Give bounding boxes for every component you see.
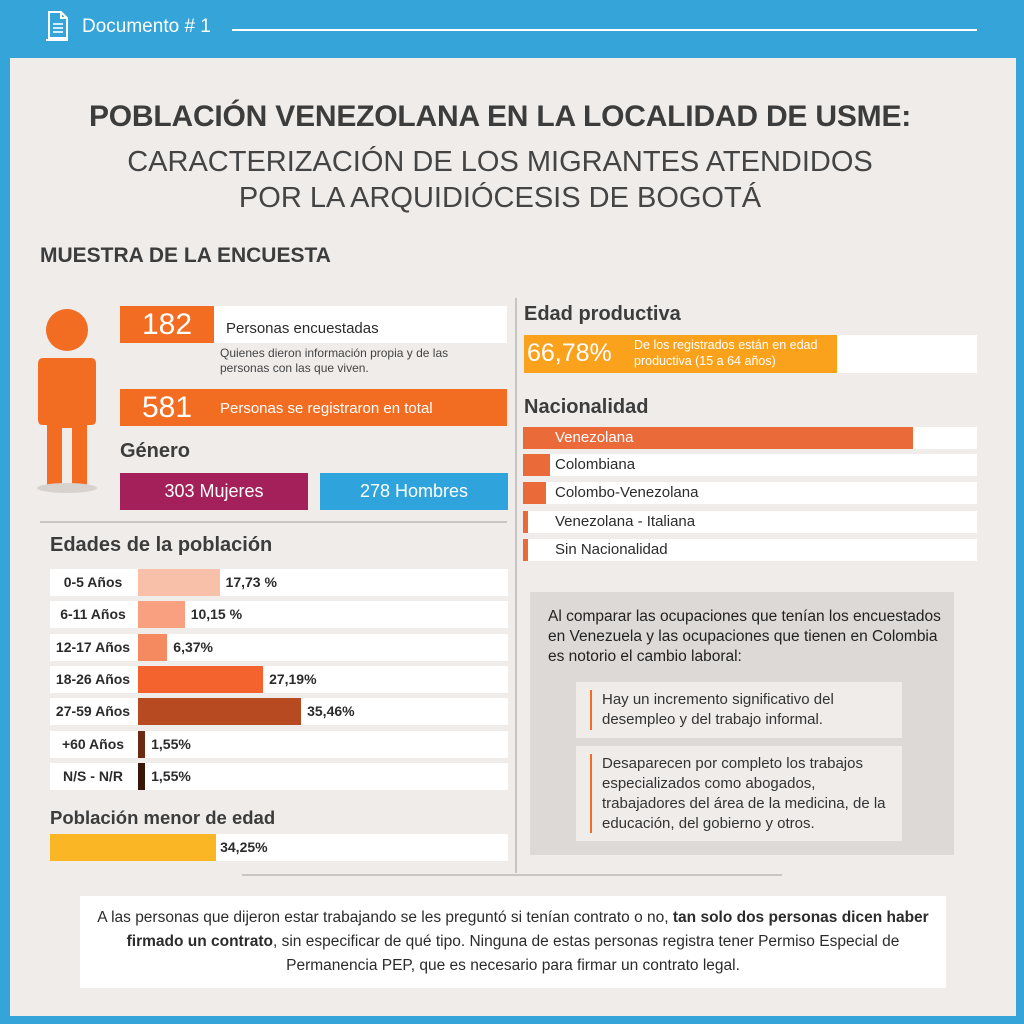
age-bar — [138, 698, 301, 725]
contract-note-part2: , sin especificar de qué tipo. Ninguna de estas personas registra tener Permiso Especial de Permanencia PEP, que es necesario para firmar un contrato legal. — [273, 933, 900, 974]
point-1-accent — [590, 690, 592, 730]
age-tick-label: 18-26 Años — [55, 670, 131, 687]
nationality-label: Colombo-Venezolana — [555, 484, 699, 501]
age-tick-label: +60 Años — [61, 735, 125, 752]
point-1-text: Hay un incremento significativo del desempleo y del trabajo informal. — [602, 691, 834, 728]
subtitle-line-1: CARACTERIZACIÓN DE LOS MIGRANTES ATENDIDOS — [127, 146, 873, 178]
age-value-label: 35,46% — [307, 703, 355, 720]
nationality-bar — [523, 482, 546, 504]
nationality-label: Venezolana - Italiana — [555, 513, 696, 530]
minors-value-label: 34,25% — [220, 839, 268, 855]
nationality-bar — [523, 539, 528, 561]
contract-note — [90, 906, 936, 978]
person-icon — [36, 308, 98, 493]
contract-note-bold: tan solo dos personas dicen haber firmado un contrato — [126, 909, 929, 950]
age-value-label: 27,19% — [269, 670, 317, 687]
nationality-label: Sin Nacionalidad — [555, 541, 668, 558]
comparison-point-1 — [576, 682, 902, 738]
sample-heading: MUESTRA DE LA ENCUESTA — [40, 244, 331, 267]
nationality-row — [523, 539, 977, 561]
nationality-row — [523, 454, 977, 476]
divider-left — [40, 521, 507, 523]
surveyed-value: 182 — [120, 306, 214, 343]
document-label: Documento # 1 — [82, 16, 211, 37]
age-tick-label: N/S - N/R — [63, 767, 123, 784]
nationality-bar — [523, 454, 550, 476]
age-tick-label: 0-5 Años — [63, 574, 123, 590]
header-rule — [232, 29, 977, 31]
age-row — [50, 634, 508, 661]
age-row — [50, 698, 508, 725]
age-tick-label: 6-11 Años — [60, 606, 126, 623]
nationality-row — [523, 511, 977, 533]
surveyed-note: Quienes dieron información propia y de las personas con las que viven. — [220, 346, 449, 375]
divider-vertical — [515, 298, 517, 873]
age-value-label: 10,15 % — [190, 606, 243, 623]
age-value-label: 1,55% — [151, 767, 191, 784]
minors-heading: Población menor de edad — [50, 807, 276, 828]
main-panel — [10, 58, 1016, 1016]
divider-bottom — [242, 874, 782, 876]
point-2-accent — [590, 754, 592, 833]
age-value-label: 17,73 % — [225, 574, 277, 590]
age-row — [50, 601, 508, 628]
gender-heading: Género — [120, 440, 191, 462]
age-row — [50, 763, 508, 790]
women-count: 303 Mujeres — [120, 473, 308, 510]
registered-label: Personas se registraron en total — [220, 400, 433, 417]
contract-note-box — [80, 896, 946, 988]
ages-heading: Edades de la población — [50, 534, 273, 556]
nationality-heading: Nacionalidad — [524, 396, 649, 418]
age-row — [50, 569, 508, 596]
minors-row — [50, 834, 508, 861]
age-row — [50, 731, 508, 758]
age-value-label: 1,55% — [151, 735, 191, 752]
age-bar — [138, 601, 185, 628]
age-bar — [138, 634, 167, 661]
age-bar — [138, 666, 263, 693]
subtitle-line-2: POR LA ARQUIDIÓCESIS DE BOGOTÁ — [238, 182, 762, 214]
productive-text: De los registrados están en edad productiva (15 a 64 años) — [634, 338, 818, 368]
page-title: POBLACIÓN VENEZOLANA EN LA LOCALIDAD DE USME: — [88, 100, 912, 133]
age-bar — [138, 569, 220, 596]
men-count: 278 Hombres — [320, 473, 508, 510]
minors-bar — [50, 834, 216, 861]
age-tick-label: 12-17 Años — [55, 638, 131, 655]
nationality-row — [523, 482, 977, 504]
header-bar — [0, 0, 1024, 58]
productive-value: 66,78% — [527, 339, 612, 367]
comparison-point-2 — [576, 746, 902, 841]
document-icon — [44, 10, 70, 42]
productive-heading: Edad productiva — [524, 303, 681, 325]
age-bar — [138, 763, 145, 790]
comparison-box — [530, 592, 954, 855]
nationality-label: Venezolana — [555, 429, 634, 446]
registered-value: 581 — [141, 391, 193, 424]
age-bar — [138, 731, 145, 758]
surveyed-label: Personas encuestadas — [226, 320, 379, 337]
nationality-row — [523, 427, 977, 449]
age-row — [50, 666, 508, 693]
age-tick-label: 27-59 Años — [55, 703, 131, 720]
nationality-bar — [523, 511, 528, 533]
age-value-label: 6,37% — [173, 638, 213, 655]
nationality-label: Colombiana — [555, 456, 636, 473]
comparison-intro: Al comparar las ocupaciones que tenían los encuestados en Venezuela y las ocupaciones que tienen en Colombia es notorio el cambio laboral: — [548, 608, 941, 665]
point-2-text: Desaparecen por completo los trabajos especializados como abogados, trabajadores del área de la medicina, de la educación, del gobierno y otros. — [602, 755, 886, 832]
page-subtitle — [10, 144, 990, 216]
contract-note-part1: A las personas que dijeron estar trabajando se les preguntó si tenían contrato o no, — [97, 909, 673, 926]
